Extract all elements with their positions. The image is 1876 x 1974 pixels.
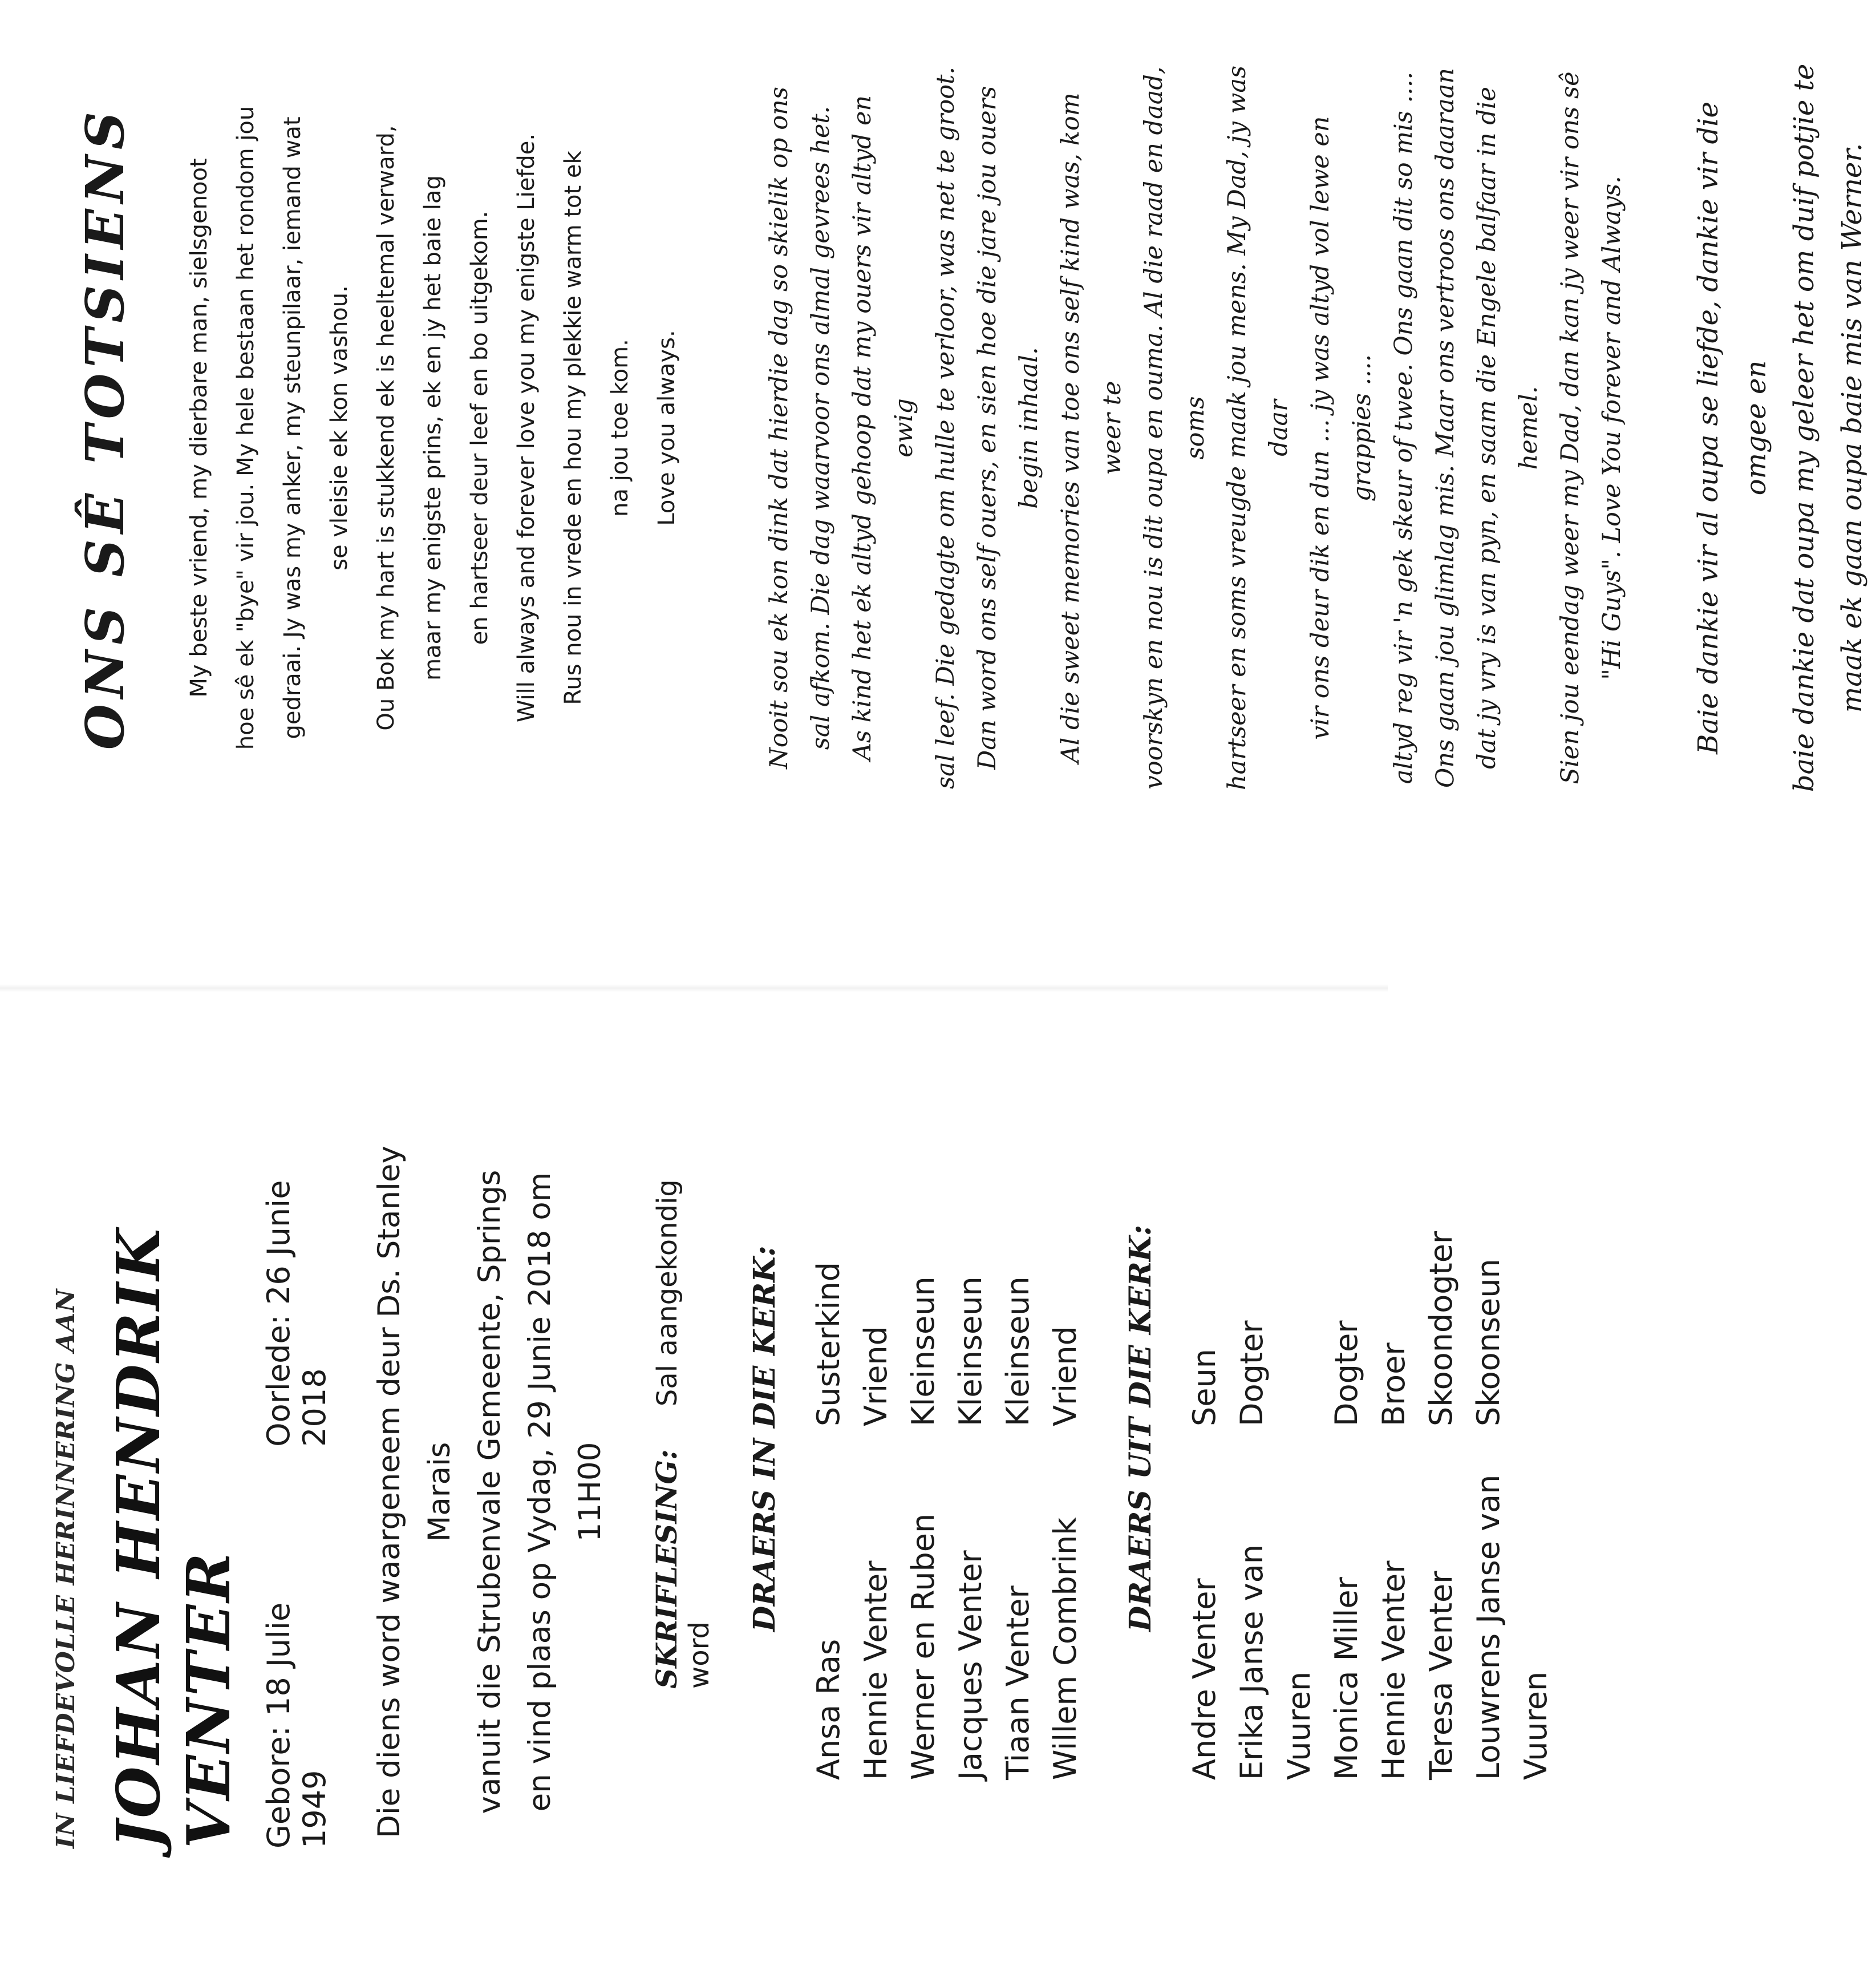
bearer-relation: Susterkind (811, 1261, 846, 1426)
bearer-name: Ansa Ras (811, 1639, 846, 1780)
bearer-relation: Dogter (1328, 1320, 1364, 1426)
farewell-page (74, 63, 1868, 793)
bearer-relation: Kleinseun (905, 1276, 941, 1426)
service-line: vanuit die Strubenvale Gemeente, Springs (472, 1170, 507, 1814)
tribute-line: As kind het ek altyd gehoop dat my ouers vir altyd en ewig (848, 95, 918, 761)
poem-line: en hartseer deur leef en bo uitgekom. (467, 211, 493, 645)
tribute-line: Al die sweet memories van toe ons self kind was, kom weer te (1056, 92, 1127, 763)
tribute-line: Ons gaan jou glimlag mis. Maar ons vertroos ons daaraan (1431, 68, 1460, 788)
poem-line: My beste vriend, my dierbare man, sielsgenoot (186, 158, 212, 698)
tribute-line: Dan word ons self ouers, en sien hoe die jare jou ouers begin inhaal. (973, 86, 1043, 770)
details-page (51, 1135, 1554, 1848)
tribute-line: voorskyn en nou is dit oupa en ouma. Al die raad en daad, soms (1140, 66, 1210, 790)
tribute-line: "Hi Guys". Love You forever and Always. (1598, 176, 1626, 680)
bearer-name: Monica Miller (1328, 1577, 1364, 1780)
poem-line: Will always and forever love you my enigste Liefde. (513, 133, 540, 723)
thanks-line: maak ek gaan oupa baie mis van Werner. (1836, 143, 1868, 713)
list-item (1323, 1135, 1370, 1848)
bearer-relation: Kleinseun (1000, 1276, 1036, 1426)
thanks-line: baie dankie dat oupa my geleer het om duif potjie te (1788, 63, 1820, 792)
death-date: Oorlede: 26 Junie 2018 (261, 1180, 333, 1447)
list-item (1465, 1135, 1559, 1848)
tribute-line: dat jy vry is van pyn, en saam die Engele balfaar in die hemel. (1473, 87, 1543, 769)
bearer-relation: Skoondogter (1423, 1231, 1459, 1426)
scripture-reading-value: Sal aangekondig word (651, 1179, 715, 1689)
poem-line: maar my enigste prins, ek en jy het baie lag (420, 175, 446, 681)
page-title: ONS SÊ TOTSIENS (74, 106, 136, 750)
bearer-name: Tiaan Venter (1000, 1585, 1036, 1780)
poem-line: hoe sê ek "bye" vir jou. My hele bestaan het rondom jou (233, 106, 259, 750)
deceased-name: JOHAN HENDRIK VENTER (103, 1226, 244, 1848)
poem (176, 63, 690, 793)
list-item (899, 1135, 947, 1848)
bearer-name: Hennie Venter (858, 1560, 894, 1780)
bearer-name: Werner en Ruben (905, 1513, 941, 1780)
tribute-line: altyd reg vir 'n gek skeur of twee. Ons gaan dit so mis .... (1389, 71, 1418, 784)
service-line: Die diens word waargeneem deur Ds. Stanley Marais (372, 1146, 457, 1838)
list-item (994, 1135, 1042, 1848)
bearers-in-list (805, 1135, 1089, 1848)
bearer-name: Teresa Venter (1423, 1571, 1459, 1780)
tribute-text (759, 63, 1633, 793)
tribute-line: sal leef. Die gedagte om hulle te verloor, was net te groot. (931, 66, 960, 790)
bearers-out-title: DRAERS UIT DIE KERK: (1123, 1224, 1158, 1632)
service-details (364, 1135, 615, 1848)
bearer-relation: Skoonseun (1470, 1259, 1506, 1426)
service-line: en vind plaas op Vydag, 29 Junie 2018 om 11H00 (522, 1172, 607, 1812)
bearer-relation: Seun (1186, 1349, 1222, 1426)
bearers-in-title: DRAERS IN DIE KERK: (747, 1245, 782, 1632)
bearer-relation: Kleinseun (953, 1276, 988, 1426)
tribute-line: Nooit sou ek kon dink dat hierdie dag so skielik op ons (765, 87, 793, 769)
poem-line: gedraai. Jy was my anker, my steunpilaar, iemand wat (279, 116, 306, 739)
scripture-reading (650, 1135, 715, 1848)
list-item (1370, 1135, 1417, 1848)
bearer-name: Jacques Venter (953, 1550, 988, 1780)
thanks-text (1684, 63, 1876, 793)
fold-line (0, 984, 1388, 992)
tribute-line: Sien jou eendag weer my Dad, dan kan jy weer vir ons sê (1556, 71, 1585, 784)
dedication-heading: IN LIEFDEVOLLE HERINNERING AAN (51, 1288, 80, 1848)
thanks-line: Baie dankie vir al oupa se liefde, dankie vir die omgee en (1692, 102, 1772, 754)
birth-date: Gebore: 18 Julie 1949 (261, 1602, 333, 1848)
tribute-line: sal afkom. Die dag waarvoor ons almal gevrees het. (807, 106, 835, 750)
poem-line: Love you always. (654, 330, 680, 526)
bearers-out-list (1181, 1135, 1559, 1848)
list-item (1417, 1135, 1465, 1848)
poem-line: Rus nou in vrede en hou my plekkie warm tot ek (560, 151, 586, 705)
poem-line: Ou Bok my hart is stukkend ek is heeltemal verward, (373, 125, 399, 731)
list-item (852, 1135, 899, 1848)
poem-line: na jou toe kom. (607, 339, 633, 517)
bearer-name: Louwrens Janse van Vuuren (1470, 1474, 1554, 1780)
list-item (1042, 1135, 1089, 1848)
bearer-name: Erika Janse van Vuuren (1234, 1544, 1317, 1780)
bearer-relation: Dogter (1234, 1320, 1270, 1426)
tribute-line: vir ons deur dik en dun ... jy was altyd vol lewe en grappies .... (1306, 116, 1376, 740)
list-item (947, 1135, 994, 1848)
bearer-name: Hennie Venter (1376, 1560, 1412, 1780)
bearer-name: Andre Venter (1186, 1578, 1222, 1780)
bearer-relation: Vriend (858, 1326, 894, 1426)
bearer-name: Willem Combrink (1047, 1517, 1083, 1780)
list-item (1228, 1135, 1323, 1848)
bearer-relation: Broer (1376, 1342, 1412, 1426)
poem-line: se vleisie ek kon vashou. (326, 285, 352, 571)
list-item (1181, 1135, 1228, 1848)
life-dates (261, 1135, 333, 1848)
bearer-relation: Vriend (1047, 1326, 1083, 1426)
scripture-reading-label: SKRIFLESING: (650, 1449, 683, 1689)
list-item (805, 1135, 852, 1848)
tribute-line: hartseer en soms vreugde maak jou mens. My Dad, jy was daar (1223, 65, 1293, 791)
